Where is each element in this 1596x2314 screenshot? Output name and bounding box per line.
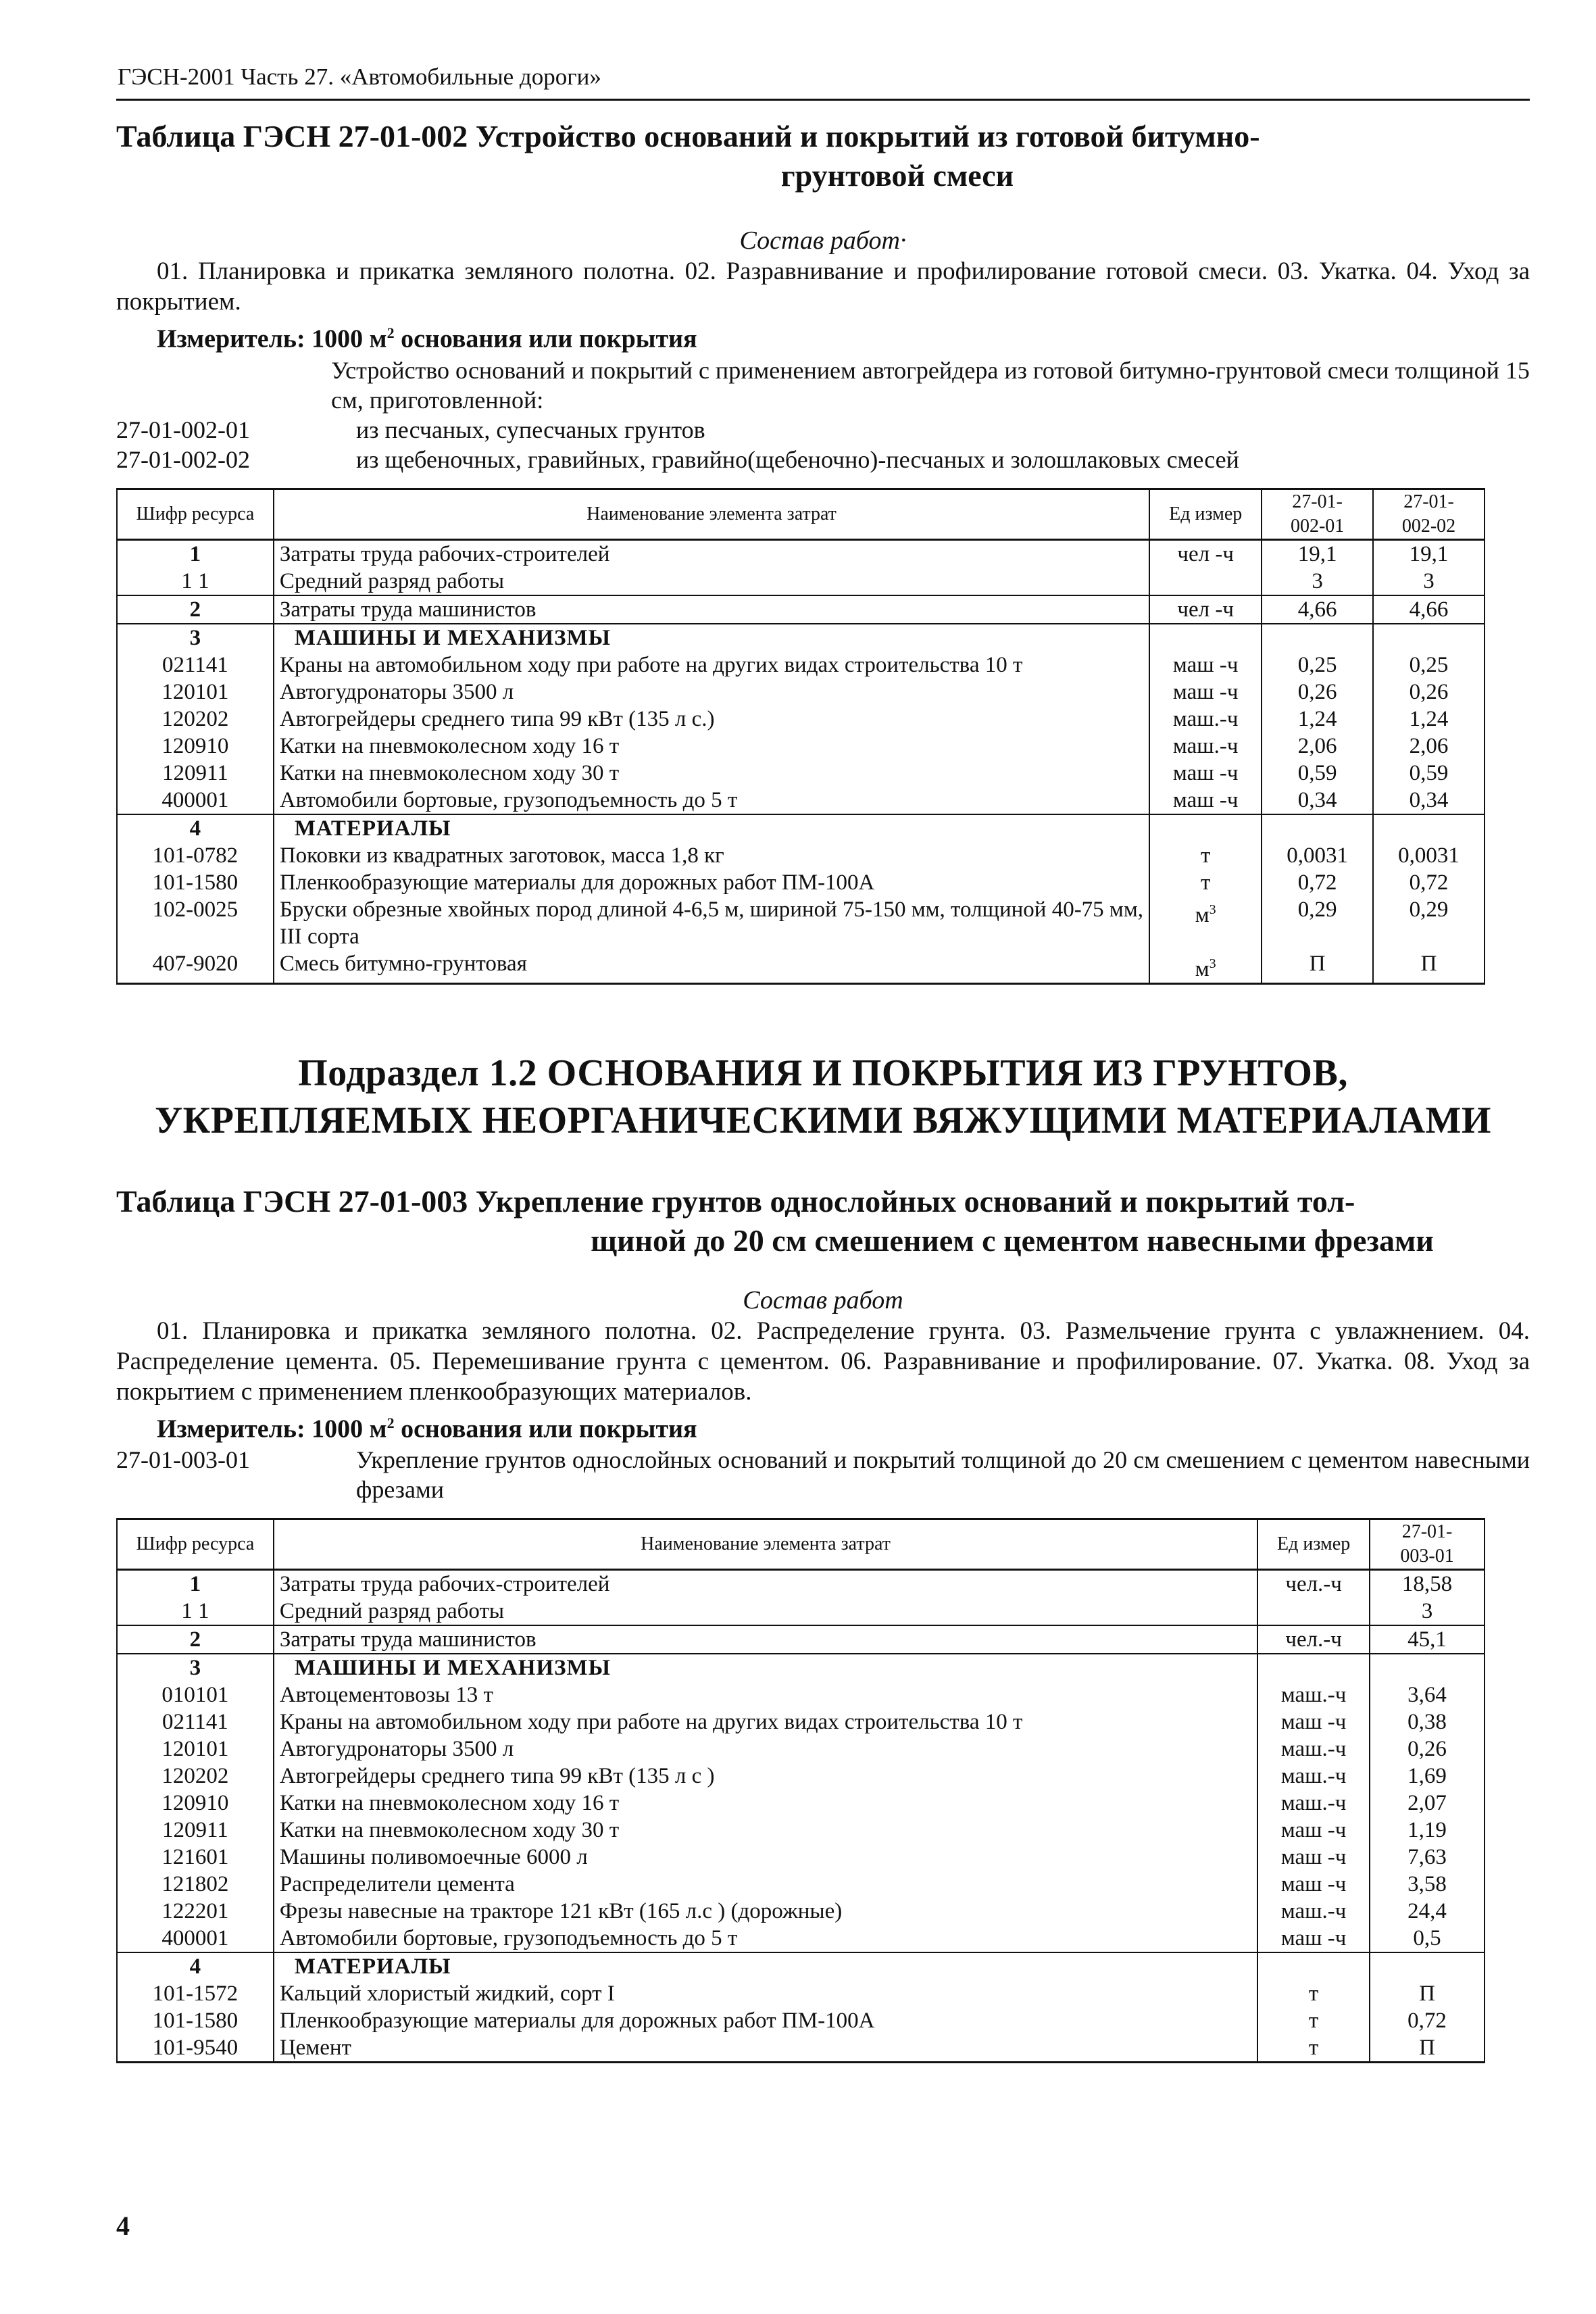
table-row (117, 1952, 1485, 1980)
resource-unit (1149, 733, 1262, 760)
header-col2: 27-01- 002-02 (1373, 489, 1485, 539)
resource-name: Катки на пневмоколесном ходу 16 т (274, 733, 1149, 760)
resource-name: Средний разряд работы (274, 568, 1149, 595)
table-row (117, 2007, 1485, 2034)
resource-unit (1257, 1625, 1370, 1654)
resource-unit (1257, 1898, 1370, 1925)
resource-name: Автомобили бортовые, грузоподъемность до 5 т (274, 787, 1149, 814)
resource-value: 1,24 (1262, 706, 1373, 733)
table2-code: 27-01-003-01 (116, 1446, 250, 1474)
code-row (116, 445, 1530, 474)
resource-unit (1257, 1708, 1370, 1736)
resource-code: 101-1572 (117, 1980, 274, 2007)
table-row (117, 1708, 1485, 1736)
table2-composition-caption: Состав работ (743, 1285, 903, 1314)
header-rule (116, 99, 1530, 101)
measure-suffix: основания или покрытия (394, 324, 697, 353)
unit-text: маш -ч (1172, 760, 1239, 785)
resource-code: 101-0782 (117, 842, 274, 869)
table-row (117, 539, 1485, 568)
table1-code-list (116, 415, 1530, 474)
table-row (117, 733, 1485, 760)
resource-value: 1,24 (1373, 706, 1485, 733)
resource-code: 120202 (117, 706, 274, 733)
resource-name: Автоцементовозы 13 т (274, 1681, 1257, 1708)
resource-name: МАТЕРИАЛЫ (274, 1952, 1257, 1980)
resource-name: Катки на пневмоколесном ходу 30 т (274, 1817, 1257, 1844)
table2-measure (116, 1407, 1530, 1446)
resource-name: Затраты труда машинистов (274, 1625, 1257, 1654)
resource-value (1262, 814, 1373, 842)
resource-unit (1257, 1681, 1370, 1708)
measure-sup: 2 (386, 324, 395, 341)
measure-sup: 2 (386, 1414, 395, 1431)
table1-measure (116, 317, 1530, 355)
resource-value: 2,07 (1370, 1790, 1485, 1817)
unit-text: т (1201, 843, 1211, 868)
table-row (117, 1817, 1485, 1844)
resource-code: 4 (117, 1952, 274, 1980)
resource-name: Цемент (274, 2034, 1257, 2063)
table-row (117, 869, 1485, 896)
resource-value: 0,72 (1373, 869, 1485, 896)
table-row (117, 1598, 1485, 1625)
resource-code: 120911 (117, 760, 274, 787)
resource-code: 1 1 (117, 1598, 274, 1625)
resource-unit (1149, 706, 1262, 733)
code-desc: из щебеночных, гравийных, гравийно(щебеночно)-песчаных и золошлаковых смесей (356, 445, 1239, 473)
resource-value (1262, 624, 1373, 651)
resource-unit (1149, 950, 1262, 984)
resource-name: Бруски обрезные хвойных пород длиной 4-6,5 м, шириной 75-150 мм, толщиной 40-75 мм, III сорта (274, 896, 1149, 950)
resource-name: МАТЕРИАЛЫ (274, 814, 1149, 842)
resource-name: Затраты труда рабочих-строителей (274, 539, 1149, 568)
unit-text: м (1195, 956, 1210, 981)
resource-code: 121601 (117, 1844, 274, 1871)
resource-unit (1149, 842, 1262, 869)
table2-resources (116, 1518, 1485, 2063)
page-number: 4 (116, 2211, 130, 2241)
resource-code: 3 (117, 1654, 274, 1681)
resource-code: 021141 (117, 651, 274, 679)
table1-resources (116, 488, 1485, 985)
unit-text: маш.-ч (1280, 1899, 1347, 1924)
resource-unit (1257, 1654, 1370, 1681)
resource-code: 010101 (117, 1681, 274, 1708)
unit-text: маш.-ч (1280, 1764, 1347, 1789)
resource-value: 4,66 (1373, 595, 1485, 624)
resource-value: 24,4 (1370, 1898, 1485, 1925)
resource-unit (1149, 896, 1262, 950)
resource-name: МАШИНЫ И МЕХАНИЗМЫ (274, 1654, 1257, 1681)
resource-value: 3,64 (1370, 1681, 1485, 1708)
resource-value: 0,72 (1370, 2007, 1485, 2034)
table1-header-row (117, 489, 1485, 539)
resource-unit (1149, 624, 1262, 651)
code: 27-01-002-02 (116, 445, 250, 473)
resource-value: 3 (1370, 1598, 1485, 1625)
resource-name: Пленкообразующие материалы для дорожных работ ПМ-100А (274, 2007, 1257, 2034)
resource-value (1370, 1952, 1485, 1980)
resource-code: 4 (117, 814, 274, 842)
resource-unit (1149, 787, 1262, 814)
resource-value: 0,25 (1262, 651, 1373, 679)
table-row (117, 651, 1485, 679)
resource-unit (1257, 1844, 1370, 1871)
section-title-line1: Подраздел 1.2 ОСНОВАНИЯ И ПОКРЫТИЯ ИЗ ГРУНТОВ, (298, 1052, 1348, 1094)
header-code: Шифр ресурса (117, 1519, 274, 1570)
resource-name: Затраты труда рабочих-строителей (274, 1570, 1257, 1598)
unit-text: чел.-ч (1285, 1627, 1342, 1652)
unit-text: маш -ч (1172, 652, 1239, 677)
resource-value: 0,29 (1373, 896, 1485, 950)
table2-composition-text: 01. Планировка и прикатка земляного полотна. 02. Распределение грунта. 03. Размельчение грунта с увлажнением. 04. Распределение цемента. 05. Перемешивание грунта с цементом. 06. Разравнивание и профилирование. 07. Укатка. 08. Уход за покрытием с применением пленкообразующих материалов. (116, 1316, 1530, 1406)
unit-text: маш -ч (1280, 1845, 1347, 1870)
resource-value: 45,1 (1370, 1625, 1485, 1654)
table-row (117, 1925, 1485, 1952)
resource-code: 021141 (117, 1708, 274, 1736)
resource-value: 18,58 (1370, 1570, 1485, 1598)
table-row (117, 1980, 1485, 2007)
unit-text: маш -ч (1280, 1926, 1347, 1951)
table-row (117, 950, 1485, 984)
resource-unit (1257, 1980, 1370, 2007)
resource-value: 0,29 (1262, 896, 1373, 950)
resource-name: Машины поливомоечные 6000 л (274, 1844, 1257, 1871)
resource-code: 3 (117, 624, 274, 651)
resource-unit (1149, 869, 1262, 896)
unit-text: т (1308, 2009, 1319, 2034)
resource-value (1373, 624, 1485, 651)
table-row (117, 1681, 1485, 1708)
unit-text: маш -ч (1280, 1710, 1347, 1735)
table2-title-lead: Таблица ГЭСН 27-01-003 Укрепление грунтов однослойных оснований и покрытий тол- (116, 1183, 1355, 1218)
resource-value: 0,38 (1370, 1708, 1485, 1736)
table1-composition-caption: Состав работ· (739, 226, 907, 255)
table-row (117, 1763, 1485, 1790)
resource-name: Средний разряд работы (274, 1598, 1257, 1625)
resource-name: Катки на пневмоколесном ходу 16 т (274, 1790, 1257, 1817)
resource-name: Автогрейдеры среднего типа 99 кВт (135 л с.) (274, 706, 1149, 733)
resource-code: 102-0025 (117, 896, 274, 950)
resource-value: 0,0031 (1373, 842, 1485, 869)
table1-title-cont: грунтовой смеси (780, 158, 1014, 193)
resource-code: 2 (117, 1625, 274, 1654)
unit-text: маш -ч (1280, 1872, 1347, 1897)
resource-value: 19,1 (1373, 539, 1485, 568)
resource-code: 120910 (117, 1790, 274, 1817)
resource-value: 0,25 (1373, 651, 1485, 679)
resource-name: МАШИНЫ И МЕХАНИЗМЫ (274, 624, 1149, 651)
resource-value: 1,19 (1370, 1817, 1485, 1844)
table-row (117, 1844, 1485, 1871)
header-unit: Ед измер (1257, 1519, 1370, 1570)
resource-name: Автогудронаторы 3500 л (274, 679, 1149, 706)
resource-code: 407-9020 (117, 950, 274, 984)
resource-code: 101-9540 (117, 2034, 274, 2063)
resource-code: 120202 (117, 1763, 274, 1790)
table2-header-row (117, 1519, 1485, 1570)
resource-code: 2 (117, 595, 274, 624)
resource-name: Смесь битумно-грунтовая (274, 950, 1149, 984)
table2-code-row (116, 1445, 1530, 1504)
resource-name: Краны на автомобильном ходу при работе на других видах строительства 10 т (274, 651, 1149, 679)
measure-suffix: основания или покрытия (394, 1414, 697, 1444)
resource-value: 4,66 (1262, 595, 1373, 624)
table1-title (116, 117, 1530, 195)
resource-value: 2,06 (1373, 733, 1485, 760)
table-row (117, 1625, 1485, 1654)
unit-text: чел -ч (1177, 541, 1234, 566)
table-row (117, 760, 1485, 787)
document-page (116, 62, 1530, 2063)
header-col1: 27-01- 003-01 (1370, 1519, 1485, 1570)
table-row (117, 787, 1485, 814)
section-title-line2: УКРЕПЛЯЕМЫХ НЕОРГАНИЧЕСКИМИ ВЯЖУЩИМИ МАТЕРИАЛАМИ (155, 1099, 1491, 1141)
resource-value (1373, 814, 1485, 842)
unit-text: т (1308, 2036, 1319, 2061)
resource-value: 3 (1373, 568, 1485, 595)
unit-text: маш -ч (1172, 679, 1239, 704)
unit-text: чел -ч (1177, 597, 1234, 622)
resource-value: П (1262, 950, 1373, 984)
resource-name: Фрезы навесные на тракторе 121 кВт (165 л.с ) (дорожные) (274, 1898, 1257, 1925)
table-row (117, 568, 1485, 595)
resource-name: Поковки из квадратных заготовок, масса 1,8 кг (274, 842, 1149, 869)
section-title (116, 1050, 1530, 1144)
unit-text: маш.-ч (1172, 733, 1239, 758)
unit-text: маш.-ч (1280, 1791, 1347, 1816)
resource-code: 120101 (117, 679, 274, 706)
resource-name: Автогрейдеры среднего типа 99 кВт (135 л с ) (274, 1763, 1257, 1790)
table-row (117, 595, 1485, 624)
table1-title-lead: Таблица ГЭСН 27-01-002 Устройство оснований и покрытий из готовой битумно- (116, 119, 1260, 153)
resource-unit (1257, 1736, 1370, 1763)
resource-name: Кальций хлористый жидкий, сорт I (274, 1980, 1257, 2007)
measure-prefix: Измеритель: 1000 м (157, 324, 387, 353)
table-row (117, 1654, 1485, 1681)
unit-text: маш.-ч (1280, 1683, 1347, 1708)
running-header: ГЭСН-2001 Часть 27. «Автомобильные дороги» (118, 64, 601, 90)
table-row (117, 679, 1485, 706)
resource-unit (1257, 1871, 1370, 1898)
resource-unit (1257, 1598, 1370, 1625)
resource-value (1370, 1654, 1485, 1681)
resource-code: 1 (117, 539, 274, 568)
table-row (117, 1736, 1485, 1763)
unit-text: маш -ч (1280, 1818, 1347, 1843)
resource-unit (1257, 1925, 1370, 1952)
code-desc: из песчаных, супесчаных грунтов (356, 416, 705, 443)
unit-text: маш.-ч (1172, 706, 1239, 731)
header-code: Шифр ресурса (117, 489, 274, 539)
table-row (117, 814, 1485, 842)
table-row (117, 1898, 1485, 1925)
resource-value: 3,58 (1370, 1871, 1485, 1898)
table2-title-cont: щиной до 20 см смешением с цементом навесными фрезами (591, 1223, 1434, 1258)
code-row (116, 415, 1530, 445)
resource-unit (1149, 539, 1262, 568)
resource-code: 101-1580 (117, 869, 274, 896)
resource-name: Катки на пневмоколесном ходу 30 т (274, 760, 1149, 787)
resource-value: 0,34 (1262, 787, 1373, 814)
resource-unit (1149, 568, 1262, 595)
resource-unit (1257, 1790, 1370, 1817)
header-name: Наименование элемента затрат (274, 489, 1149, 539)
resource-value: П (1373, 950, 1485, 984)
table1-composition-text: 01. Планировка и прикатка земляного полотна. 02. Разравнивание и профилирование готовой смеси. 03. Укатка. 04. Уход за покрытием. (116, 257, 1530, 316)
resource-value: 0,59 (1373, 760, 1485, 787)
resource-name: Пленкообразующие материалы для дорожных работ ПМ-100А (274, 869, 1149, 896)
table1-intro: Устройство оснований и покрытий с применением автогрейдера из готовой битумно-грунтовой смеси толщиной 15 см, приготовленной: (331, 356, 1530, 414)
code: 27-01-002-01 (116, 416, 250, 443)
resource-value: 0,26 (1370, 1736, 1485, 1763)
resource-unit (1257, 2007, 1370, 2034)
header-unit: Ед измер (1149, 489, 1262, 539)
resource-code: 121802 (117, 1871, 274, 1898)
resource-unit (1149, 679, 1262, 706)
resource-unit (1257, 1817, 1370, 1844)
resource-name: Автомобили бортовые, грузоподъемность до 5 т (274, 1925, 1257, 1952)
table-row (117, 2034, 1485, 2063)
resource-code: 120911 (117, 1817, 274, 1844)
resource-name: Краны на автомобильном ходу при работе на других видах строительства 10 т (274, 1708, 1257, 1736)
unit-text: маш.-ч (1280, 1737, 1347, 1762)
resource-unit (1257, 1952, 1370, 1980)
resource-code: 122201 (117, 1898, 274, 1925)
resource-value: 0,26 (1373, 679, 1485, 706)
table-row (117, 1871, 1485, 1898)
resource-value: 2,06 (1262, 733, 1373, 760)
table-row (117, 1790, 1485, 1817)
unit-text: чел.-ч (1285, 1572, 1342, 1597)
resource-code: 101-1580 (117, 2007, 274, 2034)
header-name: Наименование элемента затрат (274, 1519, 1257, 1570)
resource-unit (1149, 760, 1262, 787)
resource-value: 1,69 (1370, 1763, 1485, 1790)
resource-value: 3 (1262, 568, 1373, 595)
resource-unit (1149, 651, 1262, 679)
resource-code: 120101 (117, 1736, 274, 1763)
resource-name: Автогудронаторы 3500 л (274, 1736, 1257, 1763)
resource-unit (1149, 595, 1262, 624)
resource-value: 7,63 (1370, 1844, 1485, 1871)
measure-prefix: Измеритель: 1000 м (157, 1414, 387, 1444)
resource-name: Распределители цемента (274, 1871, 1257, 1898)
unit-text: т (1308, 1981, 1319, 2007)
resource-value: П (1370, 2034, 1485, 2063)
unit-text: т (1201, 870, 1211, 895)
table2-code-desc: Укрепление грунтов однослойных оснований и покрытий толщиной до 20 см смешением с цементом навесными фрезами (356, 1446, 1530, 1504)
resource-value: 0,0031 (1262, 842, 1373, 869)
resource-value: 0,59 (1262, 760, 1373, 787)
resource-value: 0,26 (1262, 679, 1373, 706)
table-row (117, 706, 1485, 733)
table-row (117, 1570, 1485, 1598)
resource-value: 0,5 (1370, 1925, 1485, 1952)
resource-code: 400001 (117, 787, 274, 814)
resource-value: 0,72 (1262, 869, 1373, 896)
resource-unit (1257, 1763, 1370, 1790)
resource-value: 0,34 (1373, 787, 1485, 814)
unit-sup: 3 (1209, 902, 1216, 917)
resource-code: 120910 (117, 733, 274, 760)
table-row (117, 842, 1485, 869)
resource-code: 400001 (117, 1925, 274, 1952)
resource-name: Затраты труда машинистов (274, 595, 1149, 624)
resource-code: 1 1 (117, 568, 274, 595)
resource-unit (1257, 2034, 1370, 2063)
unit-text: м (1195, 902, 1210, 927)
resource-code: 1 (117, 1570, 274, 1598)
unit-text: маш -ч (1172, 787, 1239, 812)
resource-unit (1149, 814, 1262, 842)
resource-unit (1257, 1570, 1370, 1598)
table2-title (116, 1182, 1530, 1260)
resource-value: П (1370, 1980, 1485, 2007)
table-row (117, 624, 1485, 651)
unit-sup: 3 (1209, 956, 1216, 971)
table-row (117, 896, 1485, 950)
resource-value: 19,1 (1262, 539, 1373, 568)
header-col1: 27-01- 002-01 (1262, 489, 1373, 539)
